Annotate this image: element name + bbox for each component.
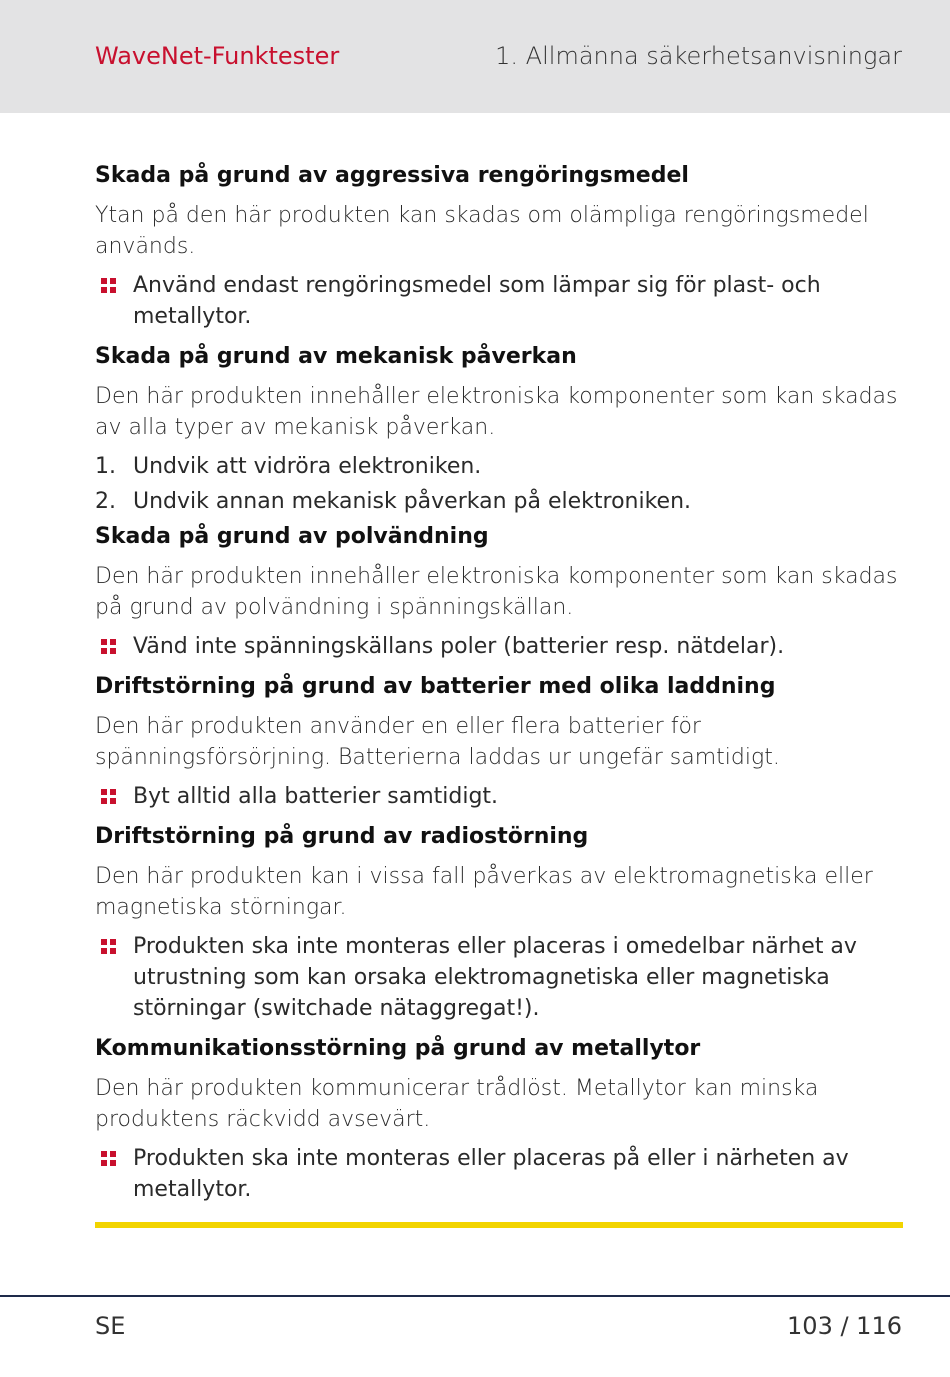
bullet-text: Byt alltid alla batterier samtidigt. [133,784,499,809]
chapter-title: 1. Allmänna säkerhetsanvisningar [495,42,902,70]
section-paragraph: Den här produkten innehåller elektroniska komponenter som kan skadas av alla typer av mekanisk påverkan. [95,384,898,440]
bullet-text: Vänd inte spänningskällans poler (batterier resp. nätdelar). [133,634,785,659]
numbered-item [95,486,903,517]
section-paragraph: Den här produkten kan i vissa fall påverkas av elektromagnetiska eller magnetiska störningar. [95,864,873,920]
section-radio-interference [95,821,903,1024]
bullet-text: Använd endast rengöringsmedel som lämpar sig för plast- och metallytor. [133,273,821,329]
section-cleaning-agents [95,160,903,332]
section-heading: Skada på grund av polvändning [95,524,489,549]
bullet-item [95,270,903,332]
bullet-icon [101,639,116,654]
section-polarity-reversal [95,521,903,662]
main-content [95,160,903,1214]
bullet-icon [101,789,116,804]
section-paragraph: Den här produkten använder en eller flera batterier för spänningsförsörjning. Batterierna laddas ur ungefär samtidigt. [95,714,780,770]
bullet-item [95,1143,903,1205]
section-heading: Skada på grund av mekanisk påverkan [95,344,577,369]
bullet-icon [101,939,116,954]
section-mechanical-impact [95,341,903,517]
page-header [0,0,950,113]
section-heading: Skada på grund av aggressiva rengöringsmedel [95,163,689,188]
bullet-item [95,631,903,662]
bullet-text: Produkten ska inte monteras eller placeras i omedelbar närhet av utrustning som kan orsaka elektromagnetiska eller magnetiska störningar (switchade nätaggregat!). [133,934,857,1021]
bullet-icon [101,278,116,293]
brand-title: WaveNet-Funktester [95,42,340,70]
section-paragraph: Den här produkten kommunicerar trådlöst. Metallytor kan minska produktens räckvidd avsevärt. [95,1076,819,1132]
section-paragraph: Ytan på den här produkten kan skadas om olämpliga rengöringsmedel används. [95,203,869,259]
section-battery-charge [95,671,903,812]
section-end-divider [95,1222,903,1228]
section-heading: Kommunikationsstörning på grund av metallytor [95,1036,701,1061]
section-heading: Driftstörning på grund av radiostörning [95,824,589,849]
item-number: 2. [95,489,116,514]
section-paragraph: Den här produkten innehåller elektroniska komponenter som kan skadas på grund av polvändning i spänningskällan. [95,564,898,620]
footer-language: SE [95,1312,126,1340]
section-metal-surfaces [95,1033,903,1205]
section-heading: Driftstörning på grund av batterier med olika laddning [95,674,776,699]
bullet-item [95,931,903,1024]
page-number: 103 / 116 [787,1312,902,1340]
item-number: 1. [95,454,116,479]
item-text: Undvik annan mekanisk påverkan på elektroniken. [133,489,692,514]
bullet-item [95,781,903,812]
bullet-text: Produkten ska inte monteras eller placeras på eller i närheten av metallytor. [133,1146,849,1202]
bullet-icon [101,1151,116,1166]
footer-divider [0,1295,950,1297]
item-text: Undvik att vidröra elektroniken. [133,454,482,479]
numbered-item [95,451,903,482]
